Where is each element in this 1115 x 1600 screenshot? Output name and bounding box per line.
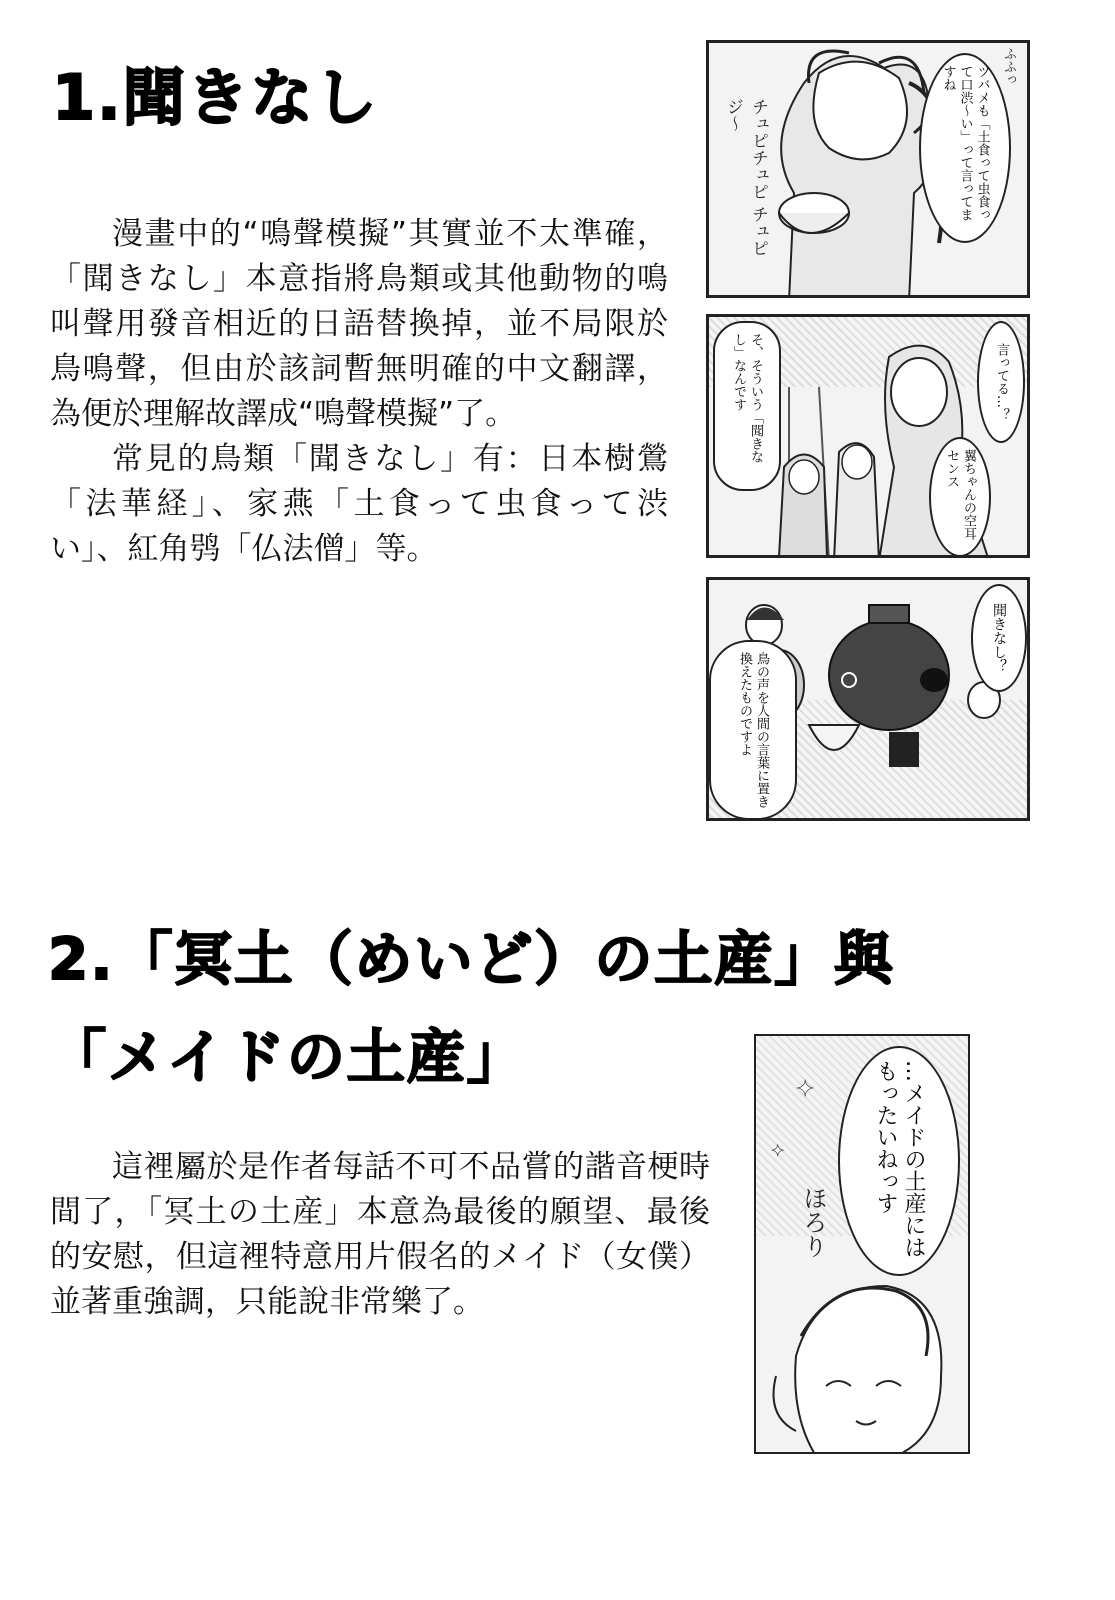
panel4-sfx-tear: ほろり xyxy=(799,1186,827,1258)
section1-paragraph-2: 常見的鳥類「聞きなし」有：日本樹鶯「法華経」、家燕「土食って虫食って渋い」、紅角鸮「仏法僧」等。 xyxy=(50,441,668,567)
panel1-sfx-chirp: チュピチュピ チュピジ〜 xyxy=(723,98,768,257)
manga-panel-4 xyxy=(754,1034,970,1454)
panel1-sfx-laugh: ふふっ xyxy=(1001,47,1016,86)
panel3-speech-bubble-top: 聞きなし？ xyxy=(971,584,1027,692)
manga-panel-2 xyxy=(706,314,1030,558)
manga-panel-3 xyxy=(706,577,1030,821)
panel2-speech-bubble-left: そ、そういう「聞きなし」なんです xyxy=(713,321,781,491)
svg-text:✦: ✦ xyxy=(771,1141,785,1160)
section2-heading-line1: 2.「冥土（めいど）の土産」與 xyxy=(48,925,895,993)
manga-panel-1 xyxy=(706,40,1030,298)
svg-text:✦: ✦ xyxy=(796,1077,815,1102)
section1-body xyxy=(50,212,668,572)
panel4-speech-bubble: …メイドの土産にはもったいねっす xyxy=(838,1046,960,1276)
panel2-speech-bubble-right: 翼ちゃんの空耳センス xyxy=(929,437,991,557)
panel2-speech-bubble-top-right: 言ってる…？ xyxy=(977,321,1025,443)
section1-heading: 1.聞きなし xyxy=(52,61,379,134)
section2-heading-line2: 「メイドの土産」 xyxy=(48,1023,527,1091)
panel3-speech-bubble-main: 鳥の声を人間の言葉に置き換えたものですよ xyxy=(709,640,797,820)
section2-body xyxy=(50,1145,710,1325)
section2-paragraph: 這裡屬於是作者每話不可不品嘗的諧音梗時間了，「冥土の土産」本意為最後的願望、最後的安慰，但這裡特意用片假名的メイド（女僕）並著重強調，只能說非常樂了。 xyxy=(50,1149,710,1320)
panel1-speech-bubble: ツバメも「土食って虫食って口渋〜い」って言ってますね xyxy=(919,53,1011,243)
section1-paragraph-1: 漫畫中的“鳴聲模擬”其實並不太準確，「聞きなし」本意指將鳥類或其他動物的鳴叫聲用發音相近的日語替換掉，並不局限於鳥鳴聲，但由於該詞暫無明確的中文翻譯，為便於理解故譯成“鳴聲模擬”了。 xyxy=(50,216,668,432)
